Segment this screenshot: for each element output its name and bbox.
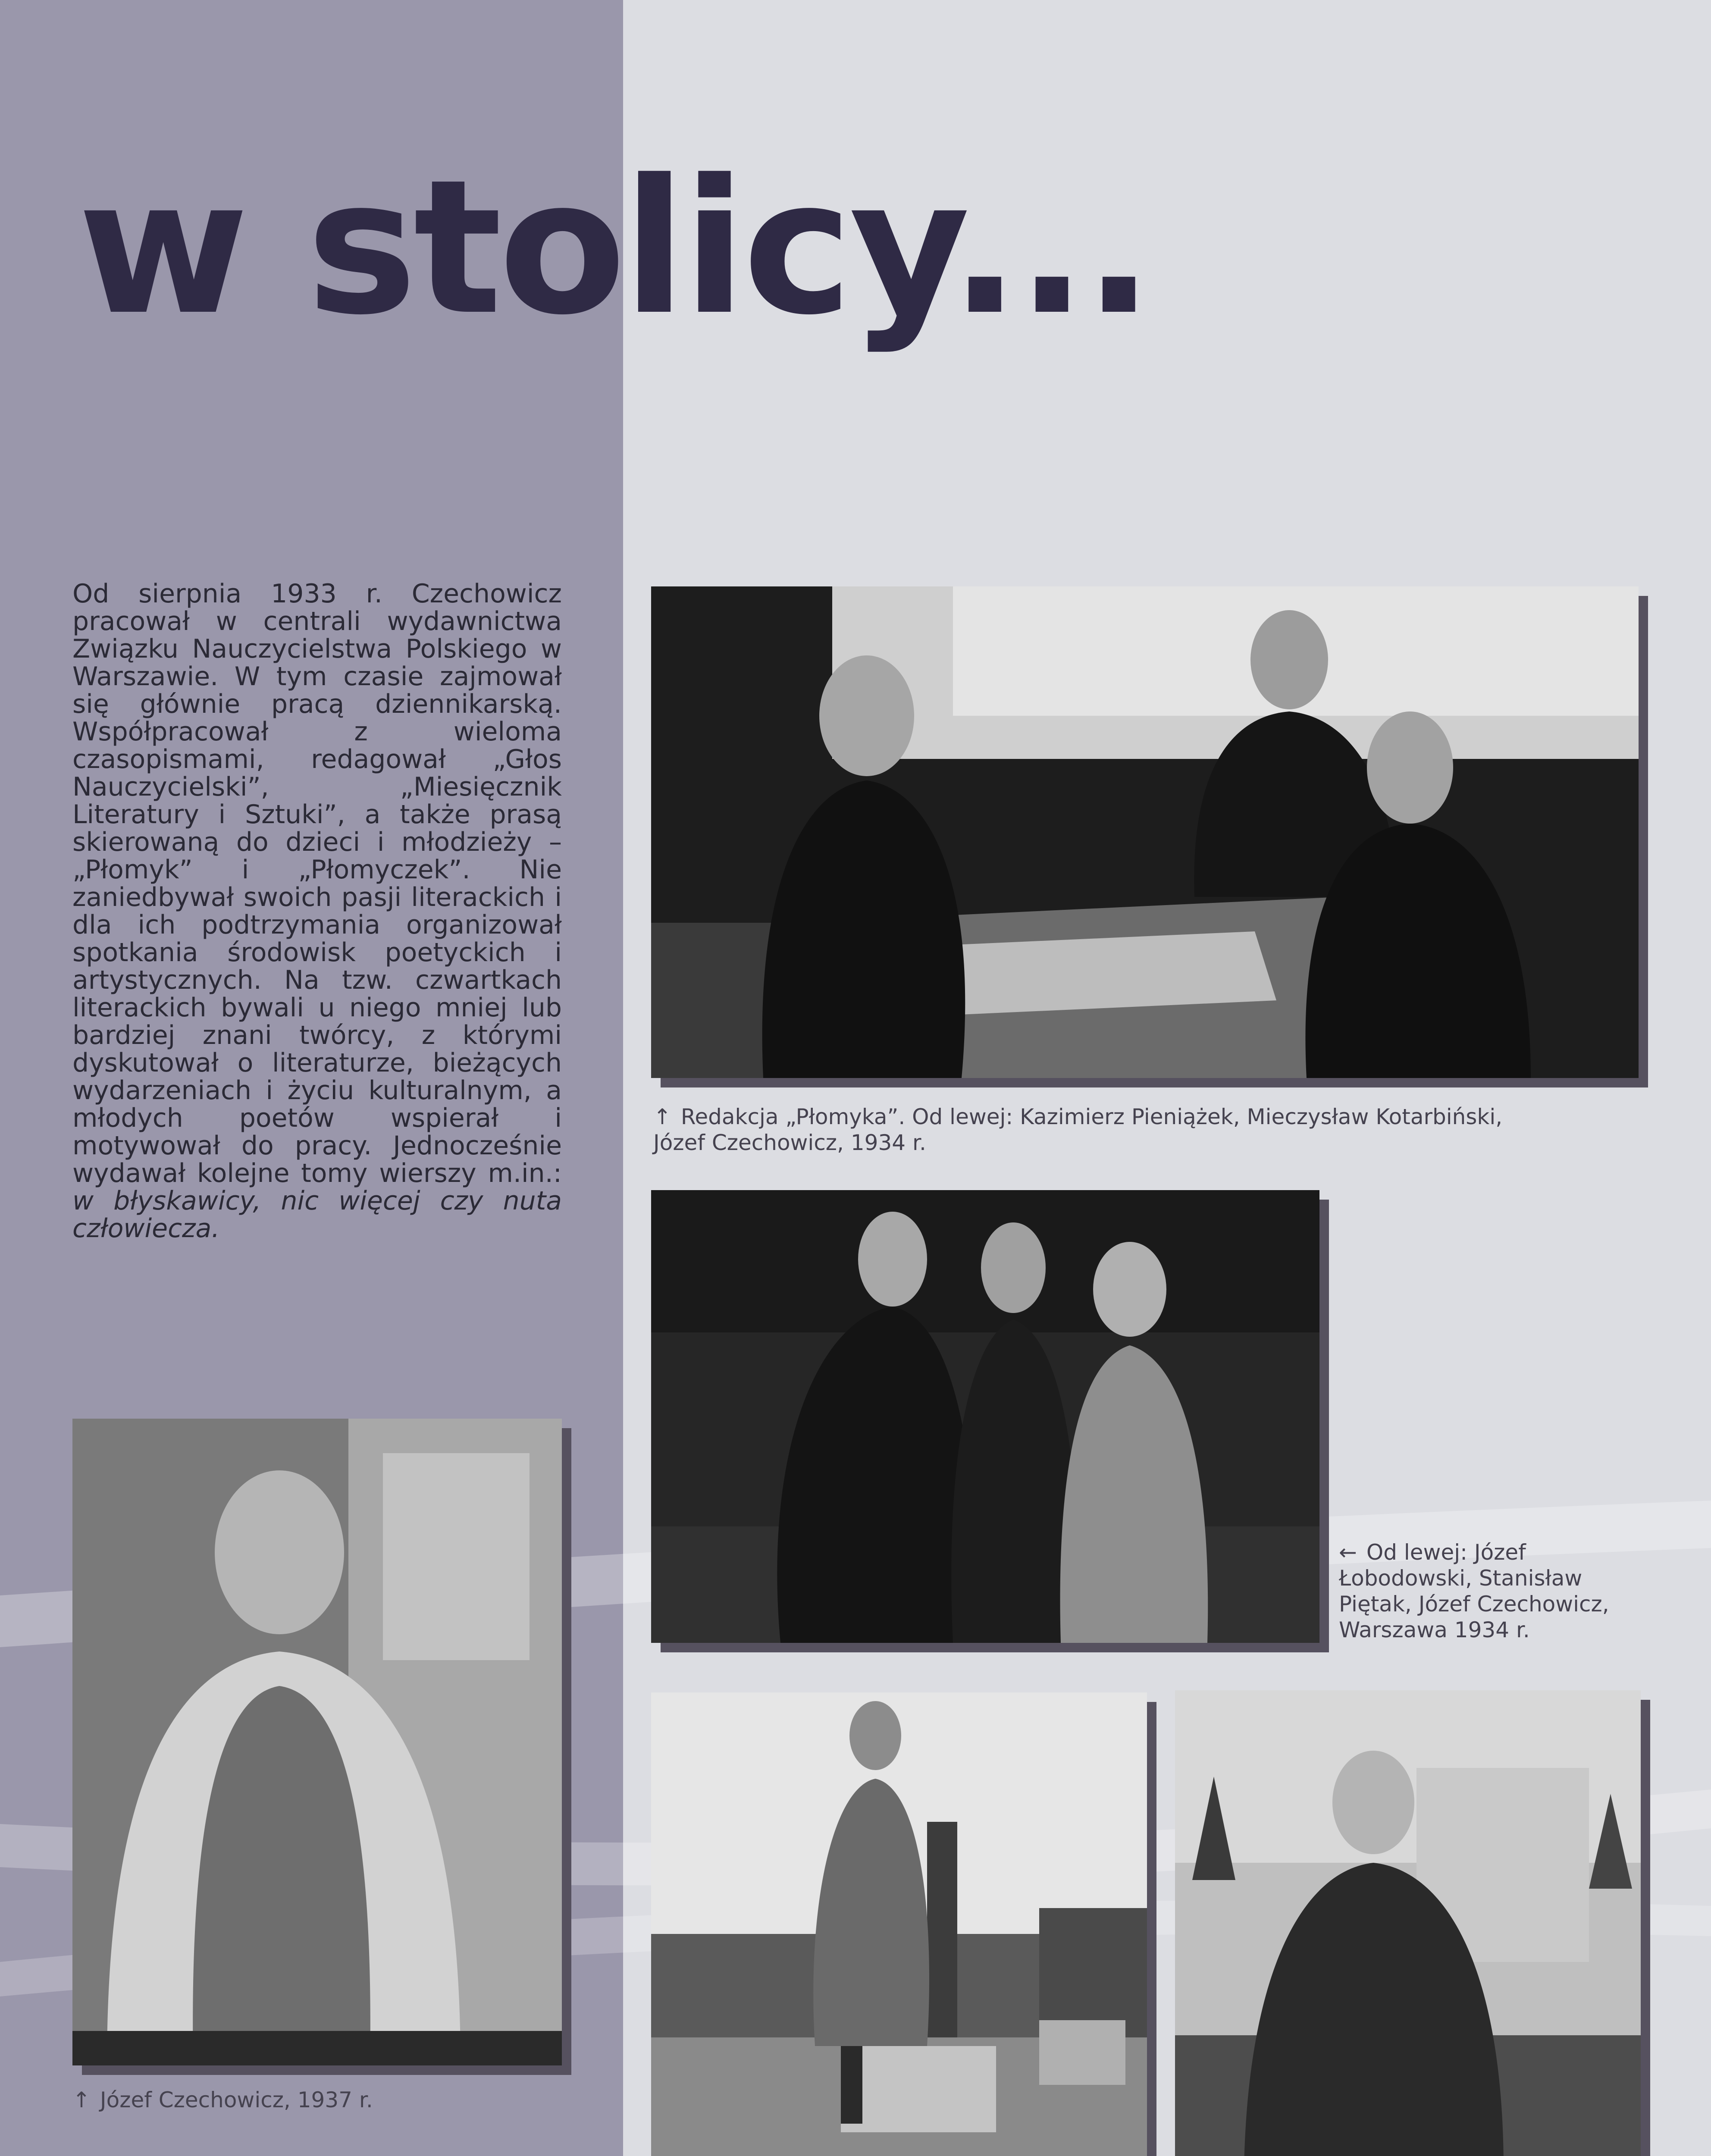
- photo-three-poets-caption: [1339, 1539, 1641, 1643]
- photo-editorial-office: [651, 586, 1639, 1078]
- caption-text: Od lewej: Józef Łobodowski, Stanisław Piętak, Józef Czechowicz, Warszawa 1934 r.: [1339, 1540, 1609, 1642]
- photo-three-poets: [651, 1190, 1319, 1643]
- arrow-up-icon: ↑: [72, 2087, 91, 2112]
- caption-text: Redakcja „Płomyka”. Od lewej: Kazimierz Pieniążek, Mieczysław Kotarbiński, Józef Czechowicz, 1934 r.: [653, 1104, 1503, 1155]
- photo-portrait-1937-caption: [72, 2087, 562, 2113]
- photo-portrait-1937: [72, 1419, 562, 2065]
- body-text-main: Od sierpnia 1933 r. Czechowicz pracował w centrali wydawnictwa Związku Nauczycielstwa Polskiego w Warszawie. W tym czasie zajmował się głównie pracą dziennikarską. Współpracował z wieloma czasopismami, redagował „Głos Nauczycielski”, „Miesięcznik Literatury i Sztuki”, a także prasą skierowaną do dzieci i młodzieży – „Płomyk” i „Płomyczek”. Nie zaniedbywał swoich pasji literackich i dla ich podtrzymania organizował spotkania środowisk poetyckich i artystycznych. Na tzw. czwartkach literackich bywali u niego mniej lub bardziej znani twórcy, z którymi dyskutował o literaturze, bieżących wydarzeniach i życiu kulturalnym, a młodych poetów wspierał i motywował do pracy. Jednocześnie wydawał kolejne tomy wierszy m.in.:: [72, 579, 562, 1188]
- arrow-up-icon: ↑: [653, 1104, 671, 1129]
- photo-editorial-office-caption: [653, 1104, 1559, 1156]
- arrow-left-icon: ←: [1339, 1540, 1357, 1565]
- body-text-italic: w błyskawicy, nic więcej czy nuta człowiecza.: [72, 1186, 562, 1244]
- page-title: w stolicy...: [78, 140, 1151, 356]
- body-text: [72, 580, 562, 1242]
- photo-wilanow: [1175, 1690, 1641, 2156]
- photo-rooftop: [651, 1692, 1147, 2156]
- caption-text: Józef Czechowicz, 1937 r.: [100, 2087, 373, 2112]
